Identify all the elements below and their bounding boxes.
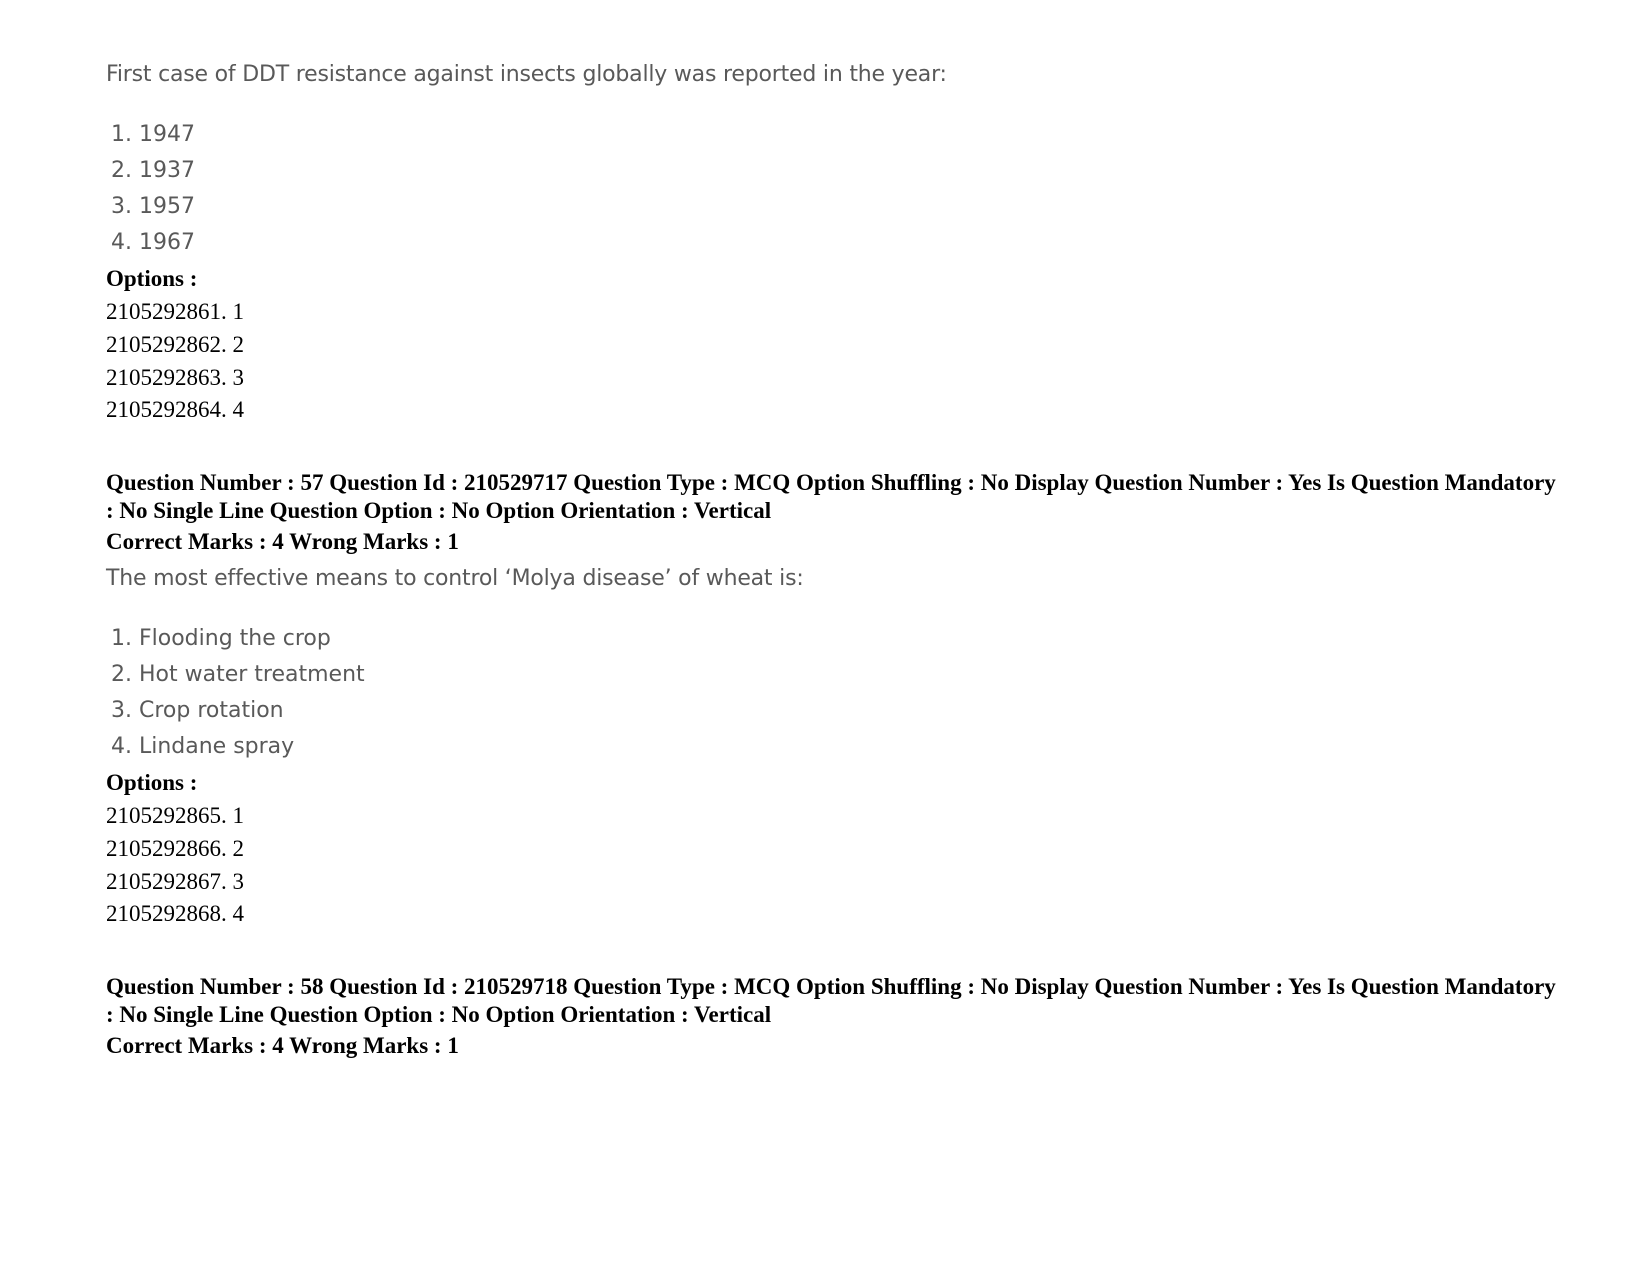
question-58-meta: Question Number : 58 Question Id : 210529718 Question Type : MCQ Option Shuffling : No Display Question Number : Yes Is Question Mandatory : No Single Line Question Option : No Option Orientation : Vertical bbox=[106, 974, 1556, 1027]
question-57-option-2: 2105292866. 2 bbox=[106, 836, 244, 861]
question-56-options-label: Options : bbox=[106, 266, 198, 291]
question-57-choice-3: 3. Crop rotation bbox=[111, 698, 284, 723]
question-57-option-1: 2105292865. 1 bbox=[106, 803, 244, 828]
question-57-marks: Correct Marks : 4 Wrong Marks : 1 bbox=[106, 529, 459, 554]
question-57-option-3: 2105292867. 3 bbox=[106, 869, 244, 894]
question-57-choice-2: 2. Hot water treatment bbox=[111, 662, 365, 687]
question-57-option-4: 2105292868. 4 bbox=[106, 901, 244, 926]
question-57-meta: Question Number : 57 Question Id : 210529717 Question Type : MCQ Option Shuffling : No Display Question Number : Yes Is Question Mandatory : No Single Line Question Option : No Option Orientation : Vertical bbox=[106, 470, 1556, 523]
question-57-choice-4: 4. Lindane spray bbox=[111, 734, 295, 759]
question-57-text: The most effective means to control ‘Molya disease’ of wheat is: bbox=[106, 566, 804, 591]
question-56-choice-2: 2. 1937 bbox=[111, 158, 195, 183]
question-56-choice-4: 4. 1967 bbox=[111, 230, 195, 255]
question-56-choice-1: 1. 1947 bbox=[111, 122, 195, 147]
question-57-options-label: Options : bbox=[106, 770, 198, 795]
question-56-text: First case of DDT resistance against insects globally was reported in the year: bbox=[106, 62, 947, 87]
question-56-choice-3: 3. 1957 bbox=[111, 194, 195, 219]
question-56-option-1: 2105292861. 1 bbox=[106, 299, 244, 324]
question-56-option-3: 2105292863. 3 bbox=[106, 365, 244, 390]
question-57-choice-1: 1. Flooding the crop bbox=[111, 626, 331, 651]
question-56-option-4: 2105292864. 4 bbox=[106, 397, 244, 422]
question-56-option-2: 2105292862. 2 bbox=[106, 332, 244, 357]
question-58-marks: Correct Marks : 4 Wrong Marks : 1 bbox=[106, 1033, 459, 1058]
